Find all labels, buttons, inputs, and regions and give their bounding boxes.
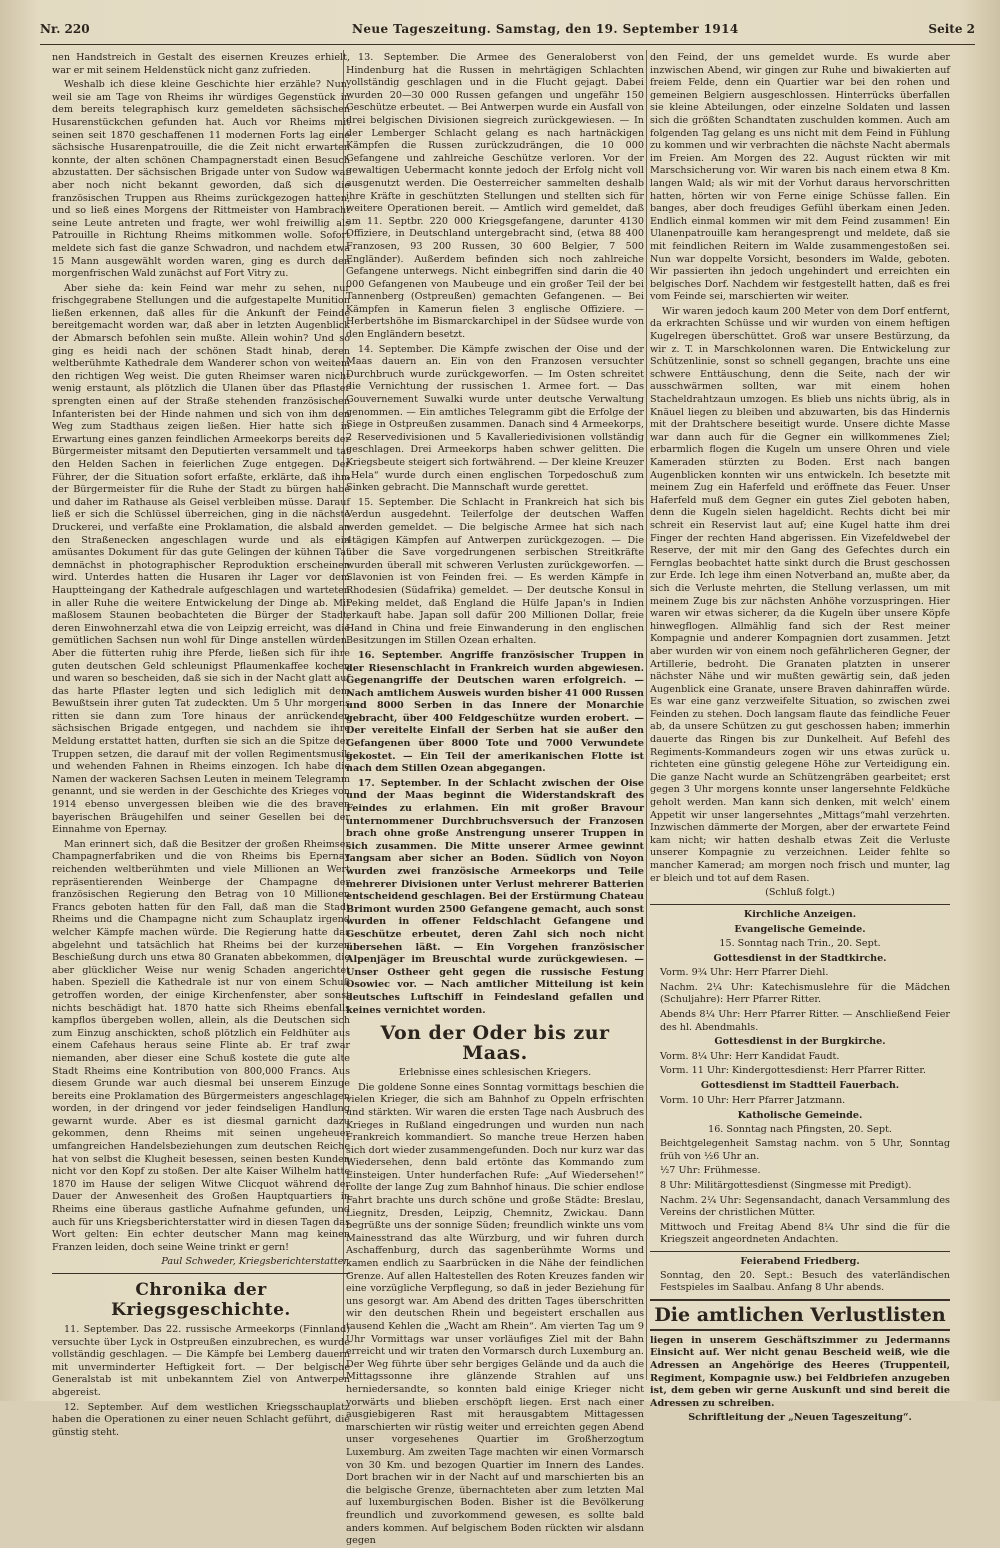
service-location: Gottesdienst in der Burgkirche. — [714, 1036, 886, 1048]
service-entry: Vorm. 10 Uhr: Herr Pfarrer Jatzmann. — [660, 1094, 846, 1106]
service-entry: Vorm. 9¾ Uhr: Herr Pfarrer Diehl. — [660, 967, 829, 979]
column-2 — [346, 52, 645, 1547]
continuation-note: (Schluß folgt.) — [765, 887, 835, 899]
casualty-lists-title: Die amtlichen Verlustlisten — [650, 1299, 950, 1331]
article-text: Wir waren jedoch kaum 200 Meter von dem Dorf entfernt, da erkrachten Schüsse und wir wurden von einem heftigen Kugelregen überschüttet. Groß war unsere Bestürzung, da wir z. T. in Marschkolonnen waren. Die Entwickelung zur Schützenlinie, sonst so schnell gegangen, brachte uns eine schwere Enttäuschung, denn die Seite, nach der wir ausschwärmen sollten, war mit einem hohen Stacheldrahtzaun umzogen. Es blieb uns nichts übrig, als in Knäuel liegen zu bleiben und abzuwarten, bis das Hindernis mit der Drahtschere beseitigt wurde. Unsere dichte Masse war dann auch für die Gegner ein willkommenes Ziel; erbarmlich flogen die Kugeln um unsere Ohren und viele Kameraden stürzten zu Boden. Erst nach bangen Augenblicken konnten wir uns entwickeln. Ich besetzte mit meinem Zug ein Haferfeld und eröffnete das Feuer. Unser Haferfeld muß dem Gegner ein gutes Ziel geboten haben, denn die Kugeln sielen hageldicht. Rechts dicht bei mir schreit ein Reservist laut auf; eine Kugel hatte ihm drei Finger der rechten Hand abgerissen. Ein Vizefeldwebel der Reserve, der mit mir den Gang des Gefechtes durch ein Fernglas beobachtet hatte sinkt durch die Brust geschossen zur Erde. Ich lege ihm einen Notverband an, mußte aber, da sich die Verluste mehrten, die Stellung verlassen, um mit meinem Zuge bis zur nächsten Anhöhe vorzuspringen. Hier waren wir etwas sicherer, da die Kugeln über unsere Köpfe hinwegflogen. Allmählig fand sich der Rest meiner Kompagnie und anderer Kompagnien dort zusammen. Jetzt aber wurden wir von einem noch gefährlicheren Gegner, der Artillerie, bedroht. Die Granaten platzten in unserer nächster Nähe und wir mußten gewärtig sein, daß jeden Augenblick eine Granate, unsere Braven dahinraffen würde. Es war eine ganz verzweifelte Situation, so zwischen zwei Feinden zu stehen. Doch langsam flaute das feindliche Feuer ab, da unsere Schützen zu gut geschossen haben; immerhin dauerte das Ringen bis zur Dunkelheit. Auf Befehl des Regiments-Kommandeurs zogen wir uns etwas zurück u. richteten eine günstig gelegene Höhe zur Verteidigung ein. Die ganze Nacht wurde an Schützengräben gearbeitet; erst gegen 3 Uhr morgens konnte unser langersehnte Feldküche geholt werden. Man kann sich denken, mit welch' einem Appetit wir unser langersehntes „Mittags“mahl verzehrten. Inzwischen dämmerte der Morgen, aber der erwartete Feind kam nicht; wir hatten deshalb etwas Zeit die Verluste unserer Kompagnie zu verzeichnen. Leider fehlte so mancher Kamerad; am morgen noch frisch und munter, lag er bleich und tot auf dem Rasen. — [650, 305, 950, 884]
column-3 — [650, 52, 950, 1424]
chronicle-entry: 14. September. Die Kämpfe zwischen der Oise und der Maas dauern an. Ein von den Franzosen versuchter Durchbruch wurde zurückgeworfen. — Im Osten schreitet die Vernichtung der russischen 1. Armee fort. — Das Gouvernement Suwalki wurde unter deutsche Verwaltung genommen. — Ein amtliches Telegramm gibt die Erfolge der Siege in Ostpreußen zusammen. Danach sind 4 Armeekorps, 2 Reservedivisionen und 5 Kavalleriedivisionen vollständig geschlagen. Drei Armeekorps haben schwer gelitten. Die Kriegsbeute steigert sich fortwährend. — Der kleine Kreuzer „Hela“ wurde durch einen englischen Torpedoschuß zum Sinken gebracht. Die Mannschaft wurde gerettet. — [346, 343, 644, 494]
chronicle-entry: 15. September. Die Schlacht in Frankreich hat sich bis Verdun ausgedehnt. Teilerfolge der deutschen Waffen werden gemeldet. — Die belgische Armee hat sich nach 4tägigen Kämpfen auf Antwerpen zurückgezogen. — Die über die Save vorgedrungenen serbischen Streitkräfte wurden überall mit schweren Verlusten zurückgeworfen. — Slavonien ist von Feinden frei. — Es werden Kämpfe in Rhodesien (Südafrika) gemeldet. — Der deutsche Konsul in Peking meldet, daß England die Hülfe Japan's in Indien erkauft habe. Japan soll dafür 200 Millionen Dollar, freie Hand in China und freie Einwanderung in den englischen Besitzungen im Stillen Ozean erhalten. — [346, 496, 644, 647]
editorial-signature: Schriftleitung der „Neuen Tageszeitung“. — [688, 1412, 912, 1424]
chronicle-title: Chronika der Kriegsgeschichte. — [111, 1280, 291, 1320]
congregation-title: Evangelische Gemeinde. — [734, 924, 866, 936]
chronicle-entry: 13. September. Die Armee des Generaloberst von Hindenburg hat die Russen in mehrtägigen Schlachten vollständig geschlagen und in die Flucht gejagt. Dabei wurden 20—30 000 Russen gefangen und ungefähr 150 Geschütze erbeutet. — Bei Antwerpen wurde ein Ausfall von drei belgischen Divisionen siegreich zurückgewiesen. — In der Lemberger Schlacht gelang es nach hartnäckigen Kämpfen die Russen zurückzudrängen, die 10 000 Gefangene und zahlreiche Geschütze verloren. Vor der gewaltigen Uebermacht konnte jedoch der Erfolg nicht voll ausgenutzt werden. Die Oesterreicher sammelten deshalb ihre Kräfte in geschützten Stellungen und stellten sich für weitere Operationen bereit. — Amtlich wird gemeldet, daß am 11. Septbr. 220 000 Kriegsgefangene, darunter 4130 Offiziere, in Deutschland untergebracht sind, (etwa 88 400 Franzosen, 93 200 Russen, 30 600 Belgier, 7 500 Engländer). Außerdem befinden sich noch zahlreiche Gefangene unterwegs. Nicht einbegriffen sind darin die 40 000 Gefangenen von Maubeuge und ein großer Teil der bei Tannenberg (Ostpreußen) gemachten Gefangenen. — Bei Kämpfen in Kamerun fielen 3 englische Offiziere. — Herbertshöhe im Bismarckarchipel in der Südsee wurde von den Engländern besetzt. — [346, 52, 644, 341]
chronicle-entry: 17. September. In der Schlacht zwischen der Oise und der Maas beginnt die Widerstandskraft des Feindes zu erlahmen. Ein mit großer Bravour unternommener Durchbruchsversuch der Franzosen brach ohne große Anstrengung unserer Truppen in sich zusammen. Die Mitte unserer Armee gewinnt langsam aber sicher an Boden. Südlich von Noyon wurden zwei französische Armeekorps und Teile mehrerer Divisionen unter Verlust mehrerer Batterien entscheidend geschlagen. Bei der Erstürmung Chateau Brimont wurden 2500 Gefangene gemacht, auch sonst wurden in offener Feldschlacht Gefangene und Geschütze erbeutet, deren Zahl sich noch nicht übersehen läßt. — Ein Vorgehen französischer Alpenjäger im Breuschtal wurde zurückgewiesen. — Unser Ostheer geht gegen die russische Festung Osowiec vor. — Nach amtlicher Mitteilung ist kein deutsches Luftschiff in Feindesland gefallen und keines vernichtet worden. — [346, 777, 645, 1016]
dateline: Neue Tageszeitung. Samstag, den 19. September 1914 — [352, 22, 739, 36]
issue-number: Nr. 220 — [40, 22, 90, 36]
article-text: Die goldene Sonne eines Sonntag vormittags beschien die vielen Krieger, die sich am Bahnhof zu Oppeln erfrischten und stärkten. Wir waren die ersten Tage nach Ausbruch des Krieges in Rußland eingedrungen und wurden nun nach Frankreich kommandiert. So manche treue Herzen haben sich dort wieder zusammengefunden. Doch nur kurz war das Wiedersehen, denn bald ertönte das Kommando zum Einsteigen. Unter hunderfachen Rufe: „Auf Wiedersehen!“ rollte der lange Zug zum Bahnhof hinaus. Die schier endlose Fahrt brachte uns durch schöne und große Städte: Breslau, Liegnitz, Dresden, Leipzig, Chemnitz, Zwickau. Dann begrüßte uns der sonnige Süden; freundlich winkte uns vom Mainesstrand das alte Würzburg, und wir fuhren durch Aschaffenburg, durch das sagenberühmte Worms und kamen endlich zu Saarbrücken in die Nähe der feindlichen Grenze. Auf allen Haltestellen des Roten Kreuzes fanden wir eine vorzügliche Verpflegung, so daß in jeder Beziehung für uns gesorgt war. Am Abend des dritten Tages überschritten wir den deutschen Rhein und begeistert erschallen aus tausend Kehlen die „Wacht am Rhein“. Am vierten Tag um 9 Uhr Vormittags war unser vorläufiges Ziel mit der Bahn erreicht und wir traten den Vormarsch durch Luxemburg an. Der Weg führte über sehr bergiges Gelände und da auch die Mittagssonne ihre glänzende Strahlen auf uns herniedersandte, so konnten bald einige Krieger nicht vorwärts und blieben erschöpft liegen. Erst nach einer ausgiebigeren Rast mit herausgabtem Mittagessen marschierten wir rüstig weiter und erreichten gegen Abend unser vorgesehenes Quartier im Großherzogtum Luxemburg. Am zweiten Tage machten wir einen Vormarsch von 30 Km. und bezogen Quartier im Innern des Landes. Dort brachen wir in der Nacht auf und marschierten bis an die belgische Grenze, übernachteten aber zum letzten Mal auf luxemburgischen Boden. Bisher ist die Bevölkerung freundlich und zuvorkommend gewesen, es sollte bald anders kommen. Auf belgischem Boden rückten wir alsdann gegen — [346, 1081, 644, 1547]
service-entry: Beichtgelegenheit Samstag nachm. von 5 Uhr, Sonntag früh von ½6 Uhr an. — [660, 1138, 950, 1162]
separator — [52, 1273, 350, 1274]
article-subtitle: Erlebnisse eines schlesischen Kriegers. — [398, 1067, 592, 1079]
chronicle-entry: 11. September. Das 22. russische Armeekorps (Finnland) versuchte über Lyck in Ostpreußen einzubrechen, es wurde vollständig geschlagen. — Die Kämpfe bei Lemberg dauern mit unverminderter Heftigkeit fort. — Der belgische Generalstab ist mit unbekanntem Ziel von Antwerpen abgereist. — [52, 1324, 350, 1398]
event-title: Feierabend Friedberg. — [740, 1256, 860, 1268]
separator — [650, 1251, 950, 1252]
service-entry: Vorm. 11 Uhr: Kindergottesdienst: Herr Pfarrer Ritter. — [660, 1065, 926, 1077]
column-divider — [646, 50, 647, 1380]
church-notices-title: Kirchliche Anzeigen. — [743, 908, 857, 920]
service-entry: 8 Uhr: Militärgottesdienst (Singmesse mit Predigt). — [660, 1180, 912, 1192]
chronicle-entry: 16. September. Angriffe französischer Truppen in der Riesenschlacht in Frankreich wurden abgewiesen. Gegenangriffe der Deutschen waren erfolgreich. — Nach amtlichem Ausweis wurden bisher 41 000 Russen und 8000 Serben in das Innere der Monarchie gebracht, über 400 Feldgeschütze wurden erobert. — Der vereitelte Einfall der Serben hat sie außer den Gefangenen über 8000 Tote und 7000 Verwundete gekostet. — Ein Teil der amerikanischen Flotte ist nach dem Stillen Ozean abgegangen. — [346, 649, 644, 775]
service-entry: Nachm. 2¼ Uhr: Katechismuslehre für die Mädchen (Schuljahre): Herr Pfarrer Ritter. — [660, 981, 950, 1006]
event-entry: Sonntag, den 20. Sept.: Besuch des vaterländischen Festspieles im Saalbau. Anfang 8 Uhr abends. — [660, 1269, 950, 1294]
article-text: Aber siehe da: kein Feind war mehr zu sehen, nur frischgegrabene Stellungen und die aufgestapelte Munition ließen erkennen, daß alles für die Ankunft der Feinde bereitgemacht worden war, daß aber in letzten Augenblick der Abmarsch befohlen sein mußte. Allein wohin? Und so ging es heidi nach der schönen Stadt hinab, deren weltberühmte Kathedrale dem Wanderer schon von weitem den richtigen Weg weist. Die guten Rheimser waren nicht wenig erstaunt, als plötzlich die Ulanen über das Pflaster sprengten einen auf der Straße stehenden französischen Infanteristen bei der Hinde nahmen und sich von ihm den Weg zum Stadthaus zeigen ließen. Hier hatte sich in Erwartung eines ganzen feindlichen Armeekorps bereits der Bürgermeister mitsamt den Deputierten versammelt und tat den Helden Sachen in feierlichen Zuge entgegen. Der Führer, der die Situation sofort erfaßte, erklärte, daß ihm der Bürgermeister für die Ruhe der Stadt zu bürgen habe und daher im Rathause als Geisel verbleiben müsse. Darauf ließ er sich die Schlüssel überreichen, ging in die nächste Druckerei, und verfaßte eine Proklamation, die alsbald an den Straßenecken angeschlagen wurde und als ein amüsantes Dokument für das gute Gelingen der kühnen Tat demnächst in photographischer Reproduktion erscheinen wird. Unterdes hatten die Husaren ihr Lager vor dem Hauptteingang der Kathedrale aufgeschlagen und warteten in aller Ruhe die weitere Entwickelung der Dinge ab. Mit maßlosem Staunen beobachteten die Bürger der Stadt, deren Einwohnerzahl etwa die von Leipzig erreicht, was die gemütlichen Sachsen nun wohl für Dinge anstellen würden. Aber die fütterten ruhig ihre Pferde, ließen sich für ihre guten deutschen Geld schleunigst Pflaumenkaffee kochen und waren so bescheiden, daß sie sich in der Nacht glatt auf das harte Pflaster legten und sich lediglich mit dem Bewußtsein ihrer guten Tat zudeckten. Um 5 Uhr morgens ritten sie dann zum Tore hinaus der anrückenden sächsischen Brigade entgegen, und nachdem sie ihre Meldung erstattet hatten, durften sie sich an die Spitze der Truppen setzen, die darauf mit der vollen Regimentsmusik und wehenden Fahnen in Rheims einzogen. Ich habe die Namen der wackeren Sachsen Leuten in meinem Telegramm genannt, und sie werden in der Geschichte des Krieges von 1914 ebenso unvergessen bleiben wie die des braven bayerischen Bräugehilfen und seiner Gesellen bei der Einnahme von Epernay. — [52, 282, 350, 836]
article-text: nen Handstreich in Gestalt des eisernen Kreuzes erhielt, war er mit seinem Heldenstück nicht ganz zufrieden. — [52, 52, 350, 76]
chronicle-entry: 12. September. Auf dem westlichen Kriegsschauplatz haben die Operationen zu einer neuen Schlacht geführt, die günstig steht. — [52, 1401, 350, 1438]
page-header — [40, 22, 975, 42]
separator — [650, 904, 950, 905]
service-entry: ½7 Uhr: Frühmesse. — [660, 1165, 761, 1177]
article-text: Weshalb ich diese kleine Geschichte hier erzähle? Nun, weil sie am Tage von Rheims ihr würdiges Gegenstück in dem bereits telegraphisch kurz gemeldeten sächsischen Husarenstückchen gefunden hat. Auch vor Rheims mit seinen seit 1870 geschaffenen 11 modernen Forts lag eine sächsische Husarenpatrouille, die die Zeit nicht erwarten konnte, der alten schönen Champagnerstadt einen Besuch abzustatten. Der sächsischen Brigade unter von Sudow war aber noch nicht bekannt geworden, daß sich die französischen Truppen aus Rheims zurückgezogen hatten, und so ließ eines Morgens der Rittmeister von Hambracht seine Leute antreten und fragte, wer wohl freiwillig als Patrouille in Richtung Rheims mitkommen wolle. Sofort meldete sich fast die ganze Schwadron, und nachdem etwa 15 Mann ausgewählt worden waren, ging es durch den morgenfrischen Wald zunächst auf Fort Vitry zu. — [52, 79, 350, 280]
service-entry: Nachm. 2¼ Uhr: Segensandacht, danach Versammlung des Vereins der christlichen Mütter. — [660, 1194, 950, 1219]
casualty-lists-text: liegen in unserem Geschäftszimmer zu Jedermanns Einsicht auf. Wer nicht genau Bescheid weiß, wie die Adressen an Angehörige des Heeres (Truppenteil, Regiment, Kompagnie usw.) bei Feldbriefen anzugeben ist, dem geben wir gerne Auskunft und sind bereit die Adressen zu schreiben. — [650, 1334, 950, 1409]
article-signature: Paul Schweder, Kriegsberichterstatter. — [161, 1256, 350, 1268]
service-location: Gottesdienst in der Stadtkirche. — [713, 952, 887, 964]
article-text: Man erinnert sich, daß die Besitzer der großen Rheimser Champagnerfabriken und die von Rheims bis Epernay reichenden weltberühmten und viele Millionen an Wert repräsentierenden Weinberge der Champagne der französischen Regierung den Betrag von 10 Millionen Francs geboten hatten für den Fall, daß man die Stadt Rheims und die Champagne nicht zum Schauplatz irgend welcher Kämpfe machen würde. Die Regierung hatte das abgelehnt und tatsächlich hat Rheims bei der kurzen Beschießung durch uns etwa 80 Granaten abbekommen, die aber glücklicher Weise nur wenig Schaden angerichtet haben. Speziell die Kathedrale ist nur von einem Schuß getroffen worden, der einige Kirchenfenster, aber sonst nichts beschädigt hat. 1870 hatte sich Rheims ebenfalls kampflos übergeben wollen, allein, als die Deutschen sich zum Einzug anschickten, schoß plötzlich ein Feldhüter aus einem Cafehaus heraus seine Flinte ab. Er traf zwar niemanden, aber dieser eine Schuß kostete die gute alte Stadt Rheims eine Kontribution von 800,000 Francs. Aus diesem Grunde war auch diesmal bei unserem Einzuge bereits eine Proklamation des Bürgermeisters angeschlagen worden, in der dringend vor jeder feindseligen Handlung gewarnt wurde. Aber es ist diesmal garnicht dazu gekommen, denn Rheims mit seinen ungeheuer umfangreichen Handelsbeziehungen zum deutschen Reiche hat von selbst die Klugheit besessen, seinen besten Kunden nicht vor den Kopf zu stoßen. Der alte Kaiser Wilhelm hatte 1870 im Hause der seligen Witwe Clicquot während der Dauer der Anwesenheit des Großen Hauptquartiers in Rheims eine überaus gastliche Aufnahme gefunden, und auch für uns Kriegsberichterstatter wird in diesen Tagen das Wort gelten: Ein echter deutscher Mann mag keinen Franzen leiden, doch seine Weine trinkt er gern! — [52, 838, 350, 1253]
service-entry: Abends 8¼ Uhr: Herr Pfarrer Ritter. — Anschließend Feier des hl. Abendmahls. — [660, 1008, 950, 1033]
page-number: Seite 2 — [928, 22, 975, 36]
article-title: Von der Oder bis zur Maas. — [380, 1022, 610, 1065]
column-1 — [52, 52, 350, 1438]
service-entry: Vorm. 8¼ Uhr: Herr Kandidat Faudt. — [660, 1050, 840, 1062]
service-date: 15. Sonntag nach Trin., 20. Sept. — [719, 937, 881, 949]
header-rule — [40, 44, 975, 45]
service-date: 16. Sonntag nach Pfingsten, 20. Sept. — [708, 1123, 892, 1135]
article-text: den Feind, der uns gemeldet wurde. Es wurde aber inzwischen Abend, wir gingen zur Ruhe und biwakierten auf freiem Felde, denn ein Quartier war bei den rohen und gemeinen Belgiern ausgeschlossen. Hinterrücks überfallen sie kleine Abteilungen, oder einzelne Soldaten und lassen sich die größten Schandtaten zuschulden kommen. Auch am folgenden Tag gelang es uns nicht mit dem Feind in Fühlung zu kommen und wir verbrachten die nächste Nacht abermals im Freien. Am Morgen des 22. August rückten wir mit Marschsicherung vor. Wir waren bis nach einem etwa 8 Km. langen Wald; als wir mit der Vorhut daraus hervorschritten hatten, hörten wir von Ferne einige Schüsse fallen. Ein banges, aber doch freudiges Gefühl überkam einen Jeden. Endlich einmal kommen wir mit dem Feind zusammen! Ein Ulanenpatrouille kam herangesprengt und meldete, daß sie mit feindlichen Reitern im Walde zusammengestoßen sei. Nun war doppelte Vorsicht, besonders im Walde, geboten. Wir passierten ihn jedoch ungehindert und erreichten ein belgisches Dorf. Nachdem wir festgestellt hatten, daß es frei vom Feinde sei, marschierten wir weiter. — [650, 52, 950, 303]
service-location: Gottesdienst im Stadtteil Fauerbach. — [700, 1079, 900, 1091]
service-entry: Mittwoch und Freitag Abend 8¼ Uhr sind die für die Kriegszeit angeordneten Andachten. — [660, 1221, 950, 1246]
congregation-title: Katholische Gemeinde. — [737, 1110, 863, 1122]
